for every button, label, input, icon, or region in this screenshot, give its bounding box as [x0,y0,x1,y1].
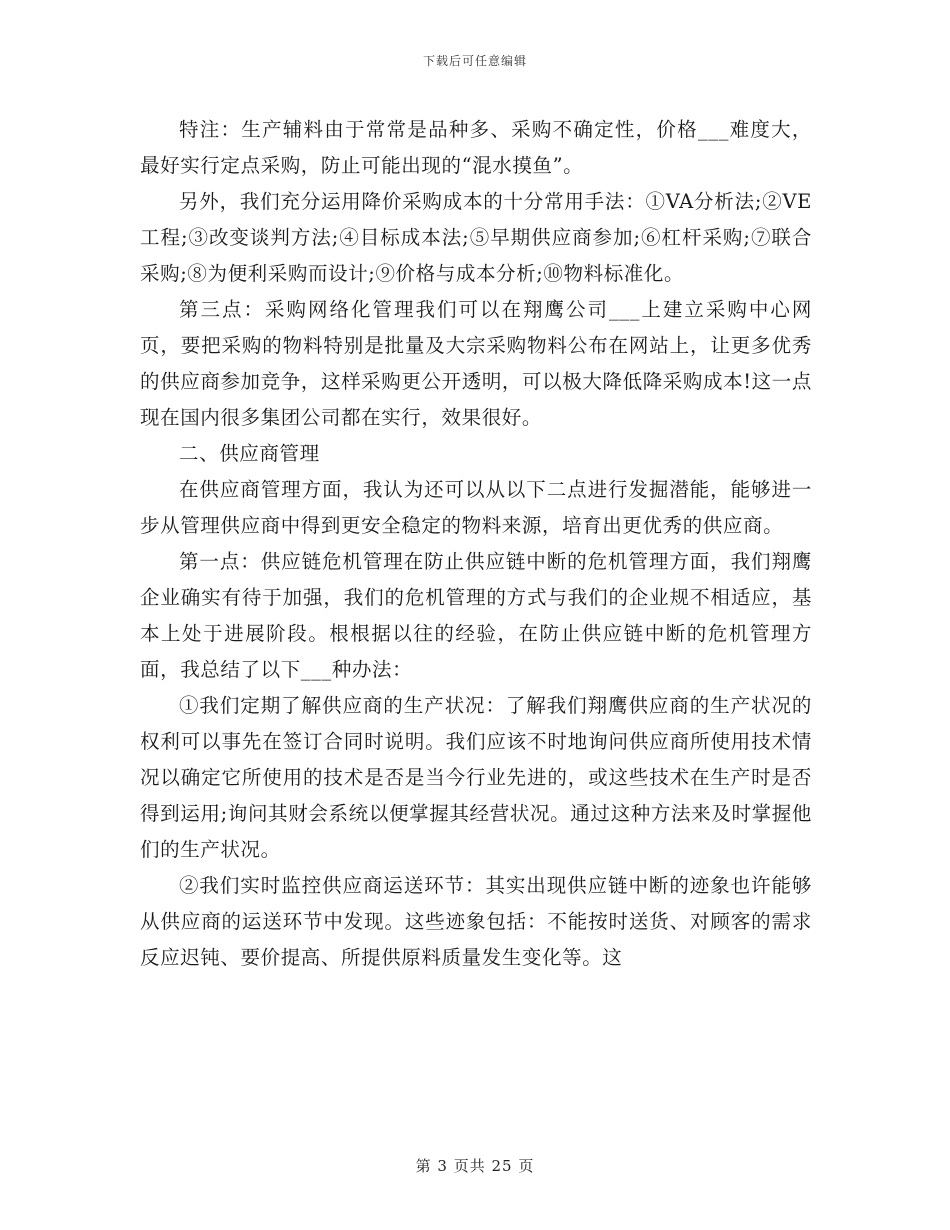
paragraph-point-three: 第三点：采购网络化管理我们可以在翔鹰公司___上建立采购中心网页，要把采购的物料特别是批量及大宗采购物料公布在网站上，让更多优秀的供应商参加竞争，这样采购更公开透明，可以极大降低降采购成本!这一点现在国内很多集团公司都在实行，效果很好。 [140,298,812,429]
document-body [140,112,812,976]
paragraph-supplier-intro: 在供应商管理方面，我认为还可以从以下二点进行发掘潜能，能够进一步从管理供应商中得到更安全稳定的物料来源，培育出更优秀的供应商。 [140,478,812,537]
page-number: 第 3 页共 25 页 [415,1157,535,1175]
paragraph-cost-methods: 另外，我们充分运用降价采购成本的十分常用手法：①VA分析法;②VE工程;③改变谈判方法;④目标成本法;⑤早期供应商参加;⑥杠杆采购;⑦联合采购;⑧为便利采购而设计;⑨价格与成本分析;⑩物料标准化。 [140,190,812,285]
paragraph-item-one: ①我们定期了解供应商的生产状况：了解我们翔鹰供应商的生产状况的权利可以事先在签订合同时说明。我们应该不时地询问供应商所使用技术情况以确定它所使用的技术是否是当今行业先进的，或这些技术在生产时是否得到运用;询问其财会系统以便掌握其经营状况。通过这种方法来及时掌握他们的生产状况。 [140,694,812,861]
page-header: 下载后可任意编辑 [422,54,527,68]
paragraph-point-one: 第一点：供应链危机管理在防止供应链中断的危机管理方面，我们翔鹰企业确实有待于加强，我们的危机管理的方式与我们的企业规不相适应，基本上处于进展阶段。根根据以往的经验，在防止供应链中断的危机管理方面，我总结了以下___种办法： [140,550,812,681]
paragraph-item-two: ②我们实时监控供应商运送环节：其实出现供应链中断的迹象也许能够从供应商的运送环节中发现。这些迹象包括：不能按时送货、对顾客的需求反应迟钝、要价提高、所提供原料质量发生变化等。这 [140,874,812,969]
section-heading-supplier-management: 二、供应商管理 [179,442,320,465]
paragraph-special-note: 特注：生产辅料由于常常是品种多、采购不确定性，价格___难度大，最好实行定点采购，防止可能出现的“混水摸鱼”。 [140,118,812,177]
